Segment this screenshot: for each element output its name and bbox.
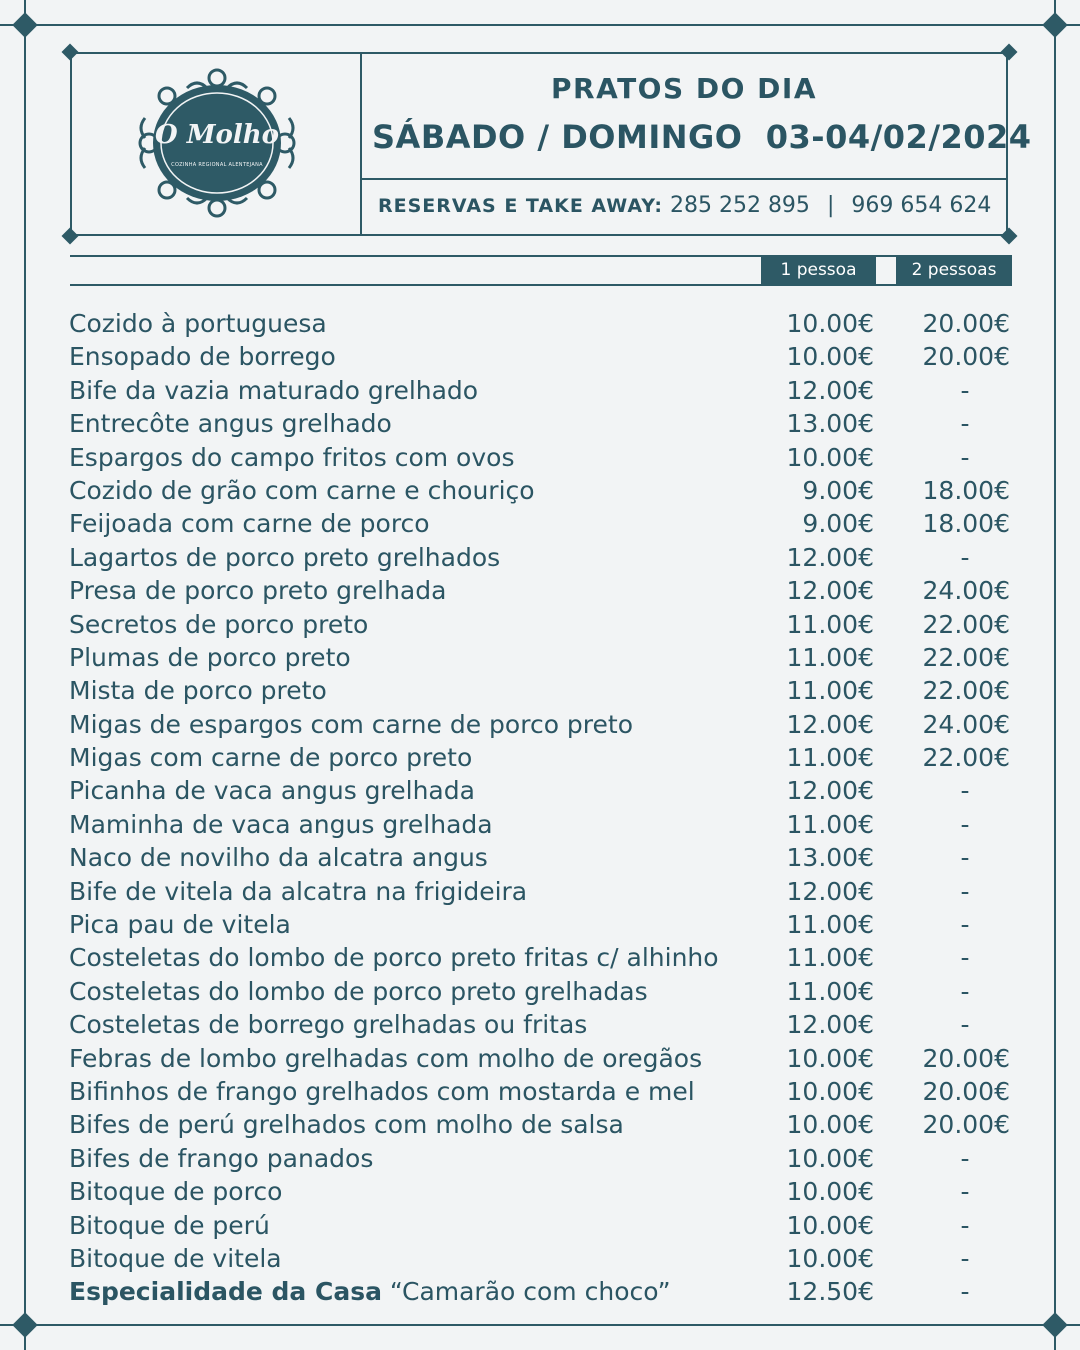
dish-name: Cozido à portuguesa: [69, 309, 327, 338]
logo-subtitle: COZINHA REGIONAL ALENTEJANA: [171, 162, 263, 168]
price-2-persons: -: [960, 1177, 970, 1207]
special-name: [69, 1275, 671, 1308]
price-2-persons: -: [960, 876, 970, 906]
corner-diamond-icon: [1042, 12, 1067, 37]
dish-name: Migas com carne de porco preto: [69, 743, 473, 773]
price-1-person: 11.00€: [786, 676, 874, 706]
menu-item: [69, 641, 1014, 674]
dish-name: Bitoque de vitela: [69, 1243, 282, 1273]
frame-right: [1054, 0, 1056, 1350]
dish-name: Bifinhos de frango grelhados com mostarda e mel: [69, 1076, 695, 1106]
menu-item: [69, 1108, 1014, 1141]
price-1-person: 12.00€: [786, 542, 874, 572]
corner-diamond-icon: [1042, 1312, 1067, 1337]
price-1-person: 12.50€: [786, 1277, 874, 1307]
price-2-persons: -: [960, 409, 970, 439]
price-2-persons: -: [960, 1143, 970, 1173]
menu-item: [69, 774, 1014, 807]
menu-item: [69, 307, 1014, 340]
price-2-persons: 18.00€: [922, 475, 1010, 505]
dish-name: Bitoque de perú: [69, 1210, 270, 1240]
price-1-person: 11.00€: [786, 642, 874, 672]
logo: [127, 68, 307, 218]
price-2-persons: -: [960, 1277, 970, 1307]
dish-name: Bife de vitela da alcatra na frigideira: [69, 876, 528, 906]
dish-name: Costeletas do lombo de porco preto fritas c/ alhinho: [69, 943, 719, 973]
menu-item: [69, 474, 1014, 507]
price-1-person: 10.00€: [786, 309, 874, 338]
menu-item: [69, 1008, 1014, 1041]
price-1-person: 11.00€: [786, 743, 874, 773]
price-2-persons: -: [960, 442, 970, 472]
dish-name: Bife da vazia maturado grelhado: [69, 375, 479, 405]
price-1-person: 13.00€: [786, 843, 874, 873]
menu-item: [69, 574, 1014, 607]
menu-item: [69, 975, 1014, 1008]
corner-diamond-icon: [12, 1312, 37, 1337]
corner-diamond-icon: [12, 12, 37, 37]
price-2-persons: 22.00€: [922, 743, 1010, 773]
price-2-persons: 20.00€: [922, 1076, 1010, 1106]
price-1-person: 12.00€: [786, 1010, 874, 1040]
special-item: [69, 1275, 1014, 1308]
dish-name: Feijoada com carne de porco: [69, 509, 430, 539]
price-2-persons: 20.00€: [922, 309, 1010, 338]
menu-item: [69, 1242, 1014, 1275]
price-2-persons: 22.00€: [922, 676, 1010, 706]
menu-item: [69, 674, 1014, 707]
price-2-persons: -: [960, 910, 970, 940]
column-header-2-persons: 2 pessoas: [896, 256, 1012, 285]
phone-number[interactable]: 969 654 624: [851, 193, 992, 218]
menu-item: [69, 875, 1014, 908]
price-1-person: 9.00€: [802, 509, 874, 539]
price-2-persons: -: [960, 843, 970, 873]
price-1-person: 12.00€: [786, 375, 874, 405]
price-1-person: 12.00€: [786, 776, 874, 806]
dish-name: Ensopado de borrego: [69, 342, 336, 372]
menu-item: [69, 541, 1014, 574]
price-2-persons: 18.00€: [922, 509, 1010, 539]
menu-item: [69, 441, 1014, 474]
menu-item: [69, 374, 1014, 407]
dish-name: Bitoque de porco: [69, 1177, 283, 1207]
reservations-label: RESERVAS E TAKE AWAY:: [378, 195, 663, 217]
dish-name: Espargos do campo fritos com ovos: [69, 442, 515, 472]
header-box: [70, 52, 1032, 236]
dish-name: Migas de espargos com carne de porco preto: [69, 709, 634, 739]
price-2-persons: -: [960, 542, 970, 572]
menu-item: [69, 1075, 1014, 1108]
menu-item: [69, 340, 1014, 373]
price-1-person: 12.00€: [786, 876, 874, 906]
price-2-persons: 20.00€: [922, 1110, 1010, 1140]
special-label: Especialidade da Casa: [69, 1277, 382, 1307]
menu-item: [69, 841, 1014, 874]
price-2-persons: -: [960, 1010, 970, 1040]
dish-name: Febras de lombo grelhadas com molho de oregãos: [69, 1043, 703, 1073]
reservations-line: [378, 193, 992, 218]
price-1-person: 11.00€: [786, 609, 874, 639]
price-2-persons: -: [960, 1210, 970, 1240]
price-1-person: 10.00€: [786, 1177, 874, 1207]
menu-item: [69, 1209, 1014, 1242]
price-1-person: 10.00€: [786, 1143, 874, 1173]
dish-name: Maminha de vaca angus grelhada: [69, 809, 493, 839]
price-2-persons: 20.00€: [922, 1043, 1010, 1073]
menu-item: [69, 941, 1014, 974]
price-2-persons: 22.00€: [922, 642, 1010, 672]
price-2-persons: -: [960, 809, 970, 839]
menu-item: [69, 608, 1014, 641]
price-2-persons: -: [960, 375, 970, 405]
dish-name: Cozido de grão com carne e chouriço: [69, 475, 535, 505]
price-2-persons: -: [960, 776, 970, 806]
menu-item: [69, 708, 1014, 741]
price-1-person: 10.00€: [786, 1076, 874, 1106]
price-1-person: 11.00€: [786, 809, 874, 839]
dish-name: Bifes de frango panados: [69, 1143, 374, 1173]
price-2-persons: 20.00€: [922, 342, 1010, 372]
price-2-persons: 22.00€: [922, 609, 1010, 639]
dish-name: Picanha de vaca angus grelhada: [69, 776, 475, 806]
price-2-persons: -: [960, 976, 970, 1006]
menu-list: [69, 307, 1014, 1309]
menu-item: [69, 1175, 1014, 1208]
frame-bottom: [0, 1324, 1080, 1326]
menu-item: [69, 1142, 1014, 1175]
menu-item: [69, 1042, 1014, 1075]
dish-name: Plumas de porco preto: [69, 642, 351, 672]
dish-name: Secretos de porco preto: [69, 609, 369, 639]
price-2-persons: -: [960, 943, 970, 973]
dish-name: Entrecôte angus grelhado: [69, 409, 392, 439]
price-2-persons: 24.00€: [922, 709, 1010, 739]
price-1-person: 12.00€: [786, 709, 874, 739]
price-1-person: 11.00€: [786, 976, 874, 1006]
frame-top: [0, 24, 1080, 26]
menu-item: [69, 407, 1014, 440]
dish-name: Presa de porco preto grelhada: [69, 576, 447, 606]
divider: [362, 178, 1006, 180]
menu-item: [69, 808, 1014, 841]
price-2-persons: 24.00€: [922, 576, 1010, 606]
price-2-persons: -: [960, 1243, 970, 1273]
price-1-person: 11.00€: [786, 910, 874, 940]
price-1-person: 11.00€: [786, 943, 874, 973]
phone-number[interactable]: 285 252 895: [669, 193, 810, 218]
menu-item: [69, 741, 1014, 774]
price-1-person: 10.00€: [786, 442, 874, 472]
price-1-person: 10.00€: [786, 1210, 874, 1240]
price-1-person: 13.00€: [786, 409, 874, 439]
price-1-person: 9.00€: [802, 475, 874, 505]
special-dish: “Camarão com choco”: [389, 1277, 671, 1307]
price-1-person: 10.00€: [786, 1110, 874, 1140]
dish-name: Costeletas do lombo de porco preto grelhadas: [69, 976, 648, 1006]
dish-name: Lagartos de porco preto grelhados: [69, 542, 501, 572]
price-1-person: 10.00€: [786, 1043, 874, 1073]
page-title: PRATOS DO DIA: [550, 72, 818, 105]
phone-separator: |: [826, 193, 835, 218]
dish-name: Pica pau de vitela: [69, 910, 291, 940]
date-heading: SÁBADO / DOMINGO 03-04/02/2024: [372, 118, 1032, 156]
menu-item: [69, 908, 1014, 941]
column-header-1-person: 1 pessoa: [761, 256, 876, 285]
menu-item: [69, 507, 1014, 540]
price-1-person: 10.00€: [786, 1243, 874, 1273]
logo-text: O Molho: [155, 120, 279, 150]
dish-name: Mista de porco preto: [69, 676, 327, 706]
dish-name: Bifes de perú grelhados com molho de salsa: [69, 1110, 624, 1140]
frame-left: [24, 0, 26, 1350]
dish-name: Naco de novilho da alcatra angus: [69, 843, 488, 873]
price-1-person: 12.00€: [786, 576, 874, 606]
dish-name: Costeletas de borrego grelhadas ou fritas: [69, 1010, 588, 1040]
price-1-person: 10.00€: [786, 342, 874, 372]
